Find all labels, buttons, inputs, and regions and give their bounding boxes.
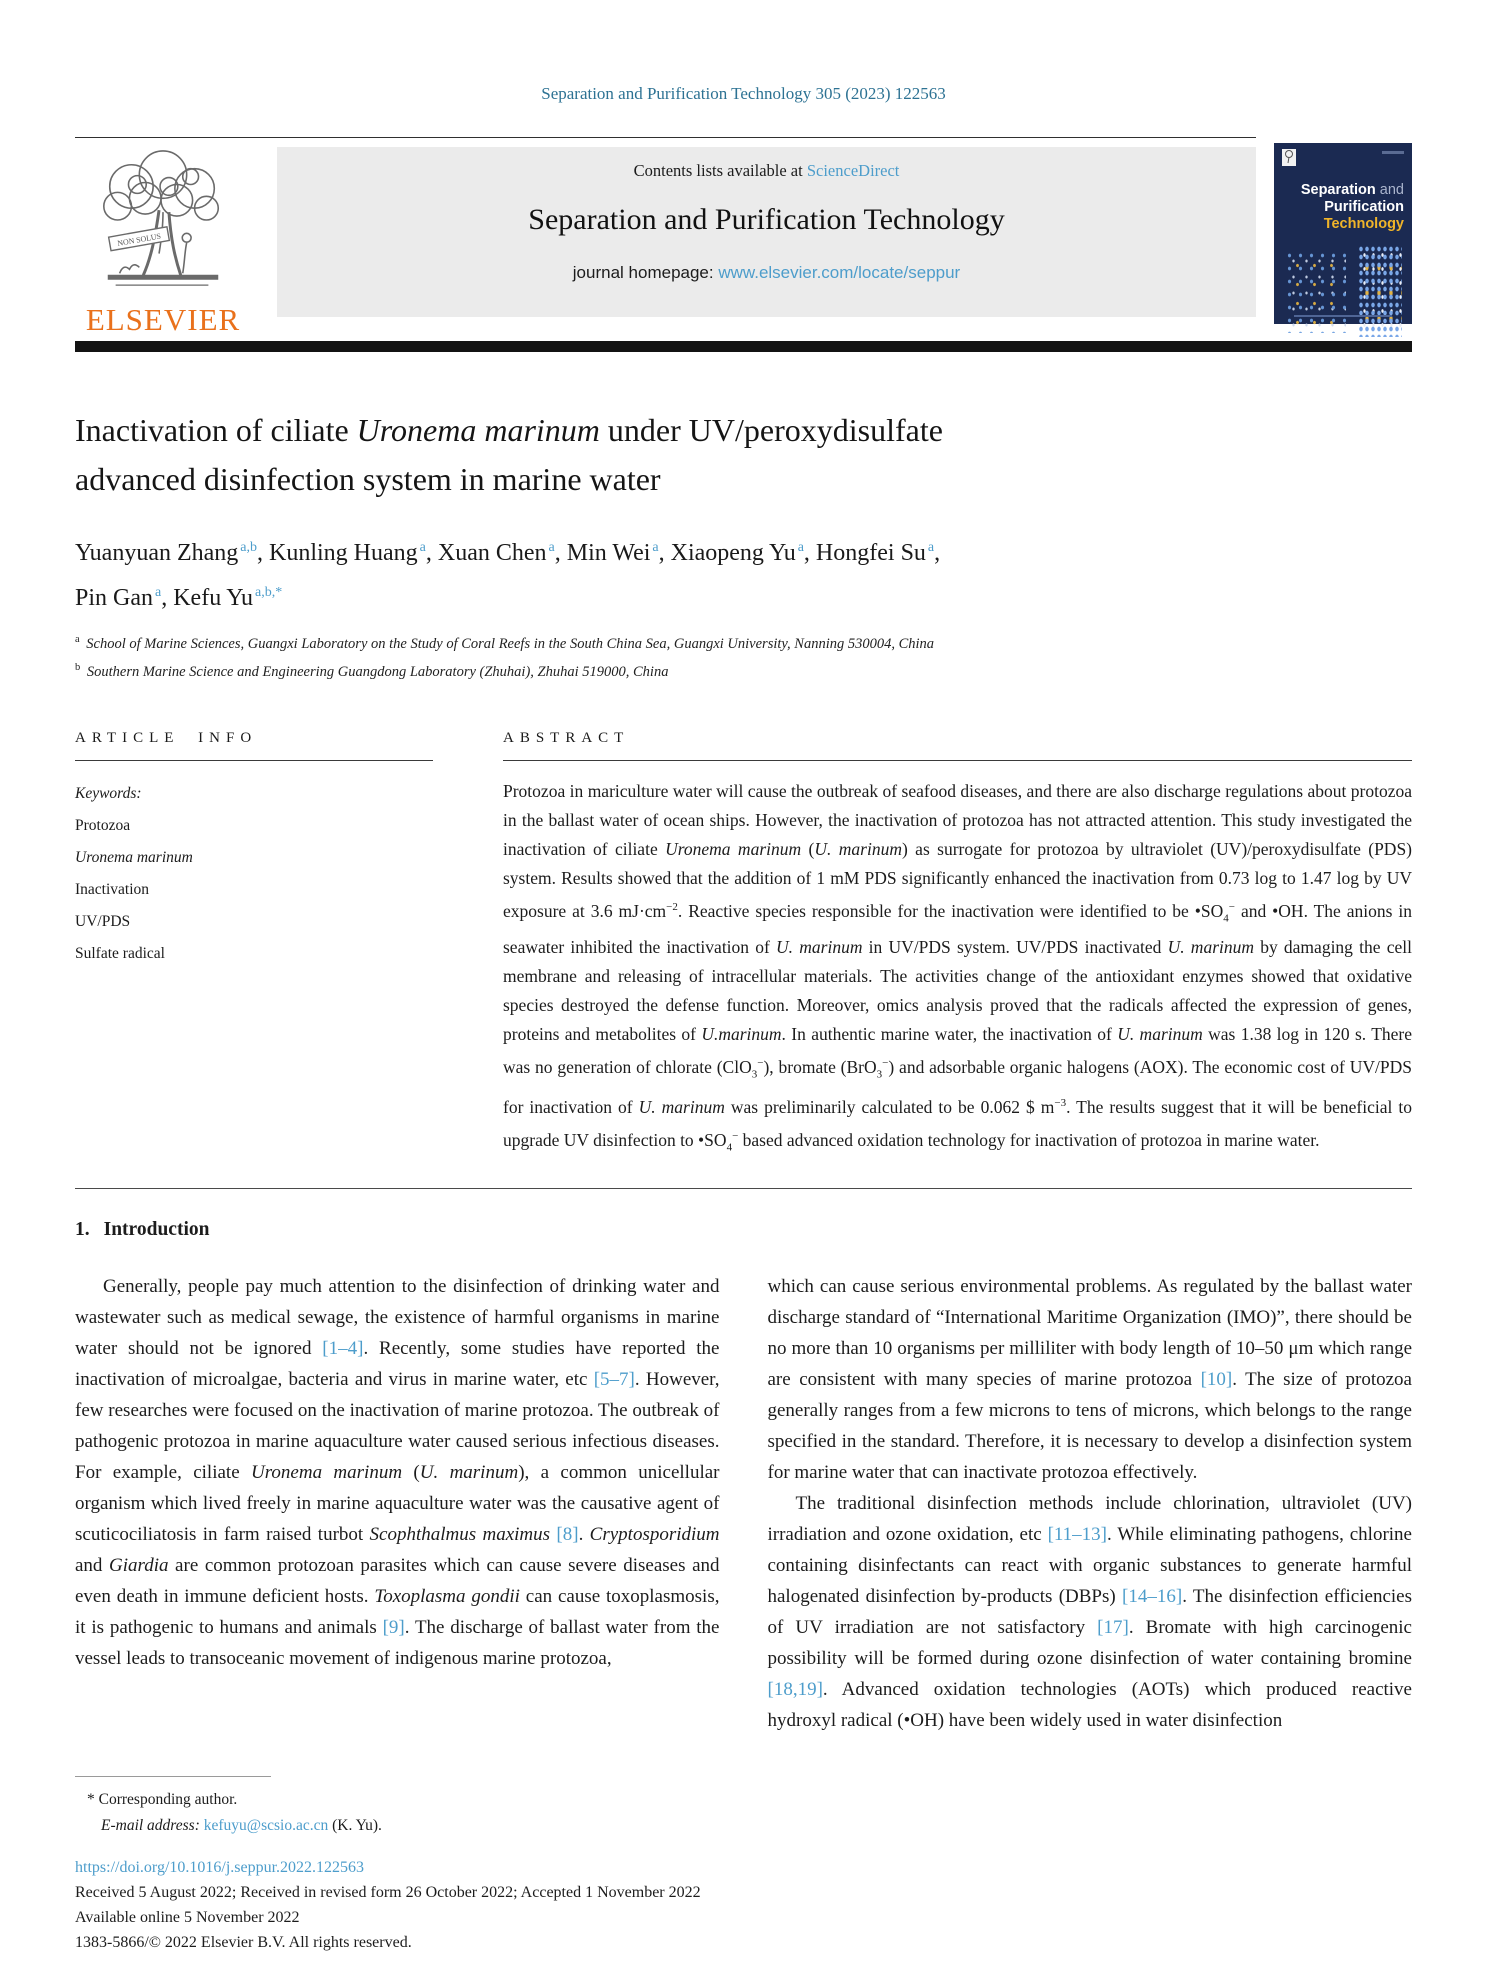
homepage-line [277, 263, 1256, 283]
cover-top [1282, 149, 1404, 166]
journal-header [75, 137, 1412, 338]
body-columns [75, 1271, 1412, 1736]
cover-title [1282, 182, 1404, 233]
email-line [75, 1813, 1412, 1839]
keyword: Protozoa [75, 816, 131, 834]
cover-small-print [1382, 151, 1404, 154]
keywords-block [75, 761, 433, 970]
section-divider [75, 1188, 1412, 1189]
citation-ref[interactable]: [1–4] [322, 1338, 364, 1360]
doi-link[interactable]: https://doi.org/10.1016/j.seppur.2022.122563 [75, 1859, 365, 1877]
abstract-text: Protozoa in mariculture water will cause the outbreak of seafood diseases, and there are also discharge regulations about protozoa in the ballast water of ocean ships. However, the inactivation of protozoa has not attracted attention. This study investigated the inactivation of ciliate Uronema marinum (U. marinum) as surrogate for protozoa by ultraviolet (UV)/peroxydisulfate (PDS) system. Results showed that the addition of 1 mM PDS significantly enhanced the inactivation from 0.73 log to 1.47 log by UV exposure at 3.6 $mJ\cdot cm^{-2}$. Reactive species responsible for the inactivation were identified to be $•SO_4^-$ and •OH. The anions in seawater inhibited the inactivation of U. marinum in UV/PDS system. UV/PDS inactivated U. marinum by damaging the cell membrane and releasing of intracellular materials. The activities change of the antioxidant enzymes showed that oxidative species destroyed the defense function. Moreover, omics analysis proved that the radicals affected the expression of genes, proteins and metabolites of U.marinum. In authentic marine water, the inactivation of U. marinum was 1.38 log in 120 s. There was no generation of chlorate (ClO$_3$−), bromate (BrO$_3$−) and adsorbable organic halogens (AOX). The economic cost of UV/PDS for inactivation of U. marinum was preliminarily calculated to be 0.062 $ $m^{-3}$. The results suggest that it will be beneficial to upgrade UV disinfection to $•SO_4^-$ based advanced oxidation technology for inactivation of protozoa in marine water. [503, 780, 1413, 1154]
journal-banner-area [75, 137, 1256, 338]
cover-title-word: Purification [1324, 199, 1404, 215]
header-divider-bar [75, 341, 1412, 352]
citation-ref[interactable]: [10] [1200, 1369, 1233, 1391]
keywords-label: Keywords: [75, 784, 142, 802]
received-dates: Received 5 August 2022; Received in revised form 26 October 2022; Accepted 1 November 2022 [75, 1884, 701, 1902]
cover-elsevier-mark-icon [1282, 149, 1296, 166]
left-column [75, 1271, 720, 1736]
sciencedirect-link[interactable]: ScienceDirect [806, 161, 900, 180]
citation-ref[interactable]: [11–13] [1047, 1524, 1108, 1546]
issn-copyright: 1383-5866/© 2022 Elsevier B.V. All rights reserved. [75, 1934, 412, 1952]
elsevier-wordmark: ELSEVIER [85, 302, 241, 337]
citation-ref[interactable]: [5–7] [593, 1369, 635, 1391]
cover-title-word: Separation [1300, 182, 1376, 198]
keyword: UV/PDS [75, 912, 131, 930]
footnote-block [75, 1776, 1412, 1839]
footnote-divider [75, 1776, 271, 1777]
email-link[interactable]: kefuyu@scsio.ac.cn [203, 1817, 329, 1835]
cover-title-word: and [1379, 182, 1404, 198]
elsevier-tree-icon [79, 147, 247, 295]
homepage-prefix: journal homepage: [572, 263, 719, 282]
paragraph: Generally, people pay much attention to the disinfection of drinking water and wastewater such as medical sewage, the existence of harmful organisms in marine water should not be ignored [1–4]. Recently, some studies have reported the inactivation of microalgae, bacteria and virus in marine water, etc [5–7]. However, few researches were focused on the inactivation of marine protozoa. The outbreak of pathogenic protozoa in marine aquaculture water caused serious infectious diseases. For example, ciliate Uronema marinum (U. marinum), a common unicellular organism which lived freely in marine aquaculture water was the causative agent of scuticociliatosis in farm raised turbot Scophthalmus maximus [8]. Cryptosporidium and Giardia are common protozoan parasites which can cause severe diseases and even death in immune deficient hosts. Toxoplasma gondii can cause toxoplasmosis, it is pathogenic to humans and animals [9]. The discharge of ballast water from the vessel leads to transoceanic movement of indigenous marine protozoa, [75, 1276, 720, 1670]
citation-ref[interactable]: [14–16] [1122, 1586, 1183, 1608]
email-suffix: (K. Yu). [328, 1817, 382, 1835]
elsevier-logo [75, 147, 251, 338]
section-number: 1. [75, 1219, 90, 1241]
author-list: Yuanyuan Zhang $^{a,b}$, Kunling Huang $^a$, Xuan Chen $^a$, Min Wei $^a$, Xiaopeng Yu $^a$, Hongfei Su $^a$, Pin Gan $^a$, Kefu Yu $^{a,b,*}$ [75, 540, 941, 611]
keyword: Uronema marinum [75, 848, 193, 866]
corresponding-author-note: * Corresponding author. [87, 1791, 238, 1809]
citation-ref[interactable]: [8] [556, 1524, 579, 1546]
keyword: Inactivation [75, 880, 150, 898]
affiliations [75, 628, 1412, 684]
available-online: Available online 5 November 2022 [75, 1909, 300, 1927]
cover-footline [1294, 315, 1392, 317]
info-abstract-section [75, 730, 1412, 1163]
journal-citation: Separation and Purification Technology 305 (2023) 122563 [541, 84, 946, 103]
section-title: Introduction [103, 1219, 210, 1241]
abstract-heading: ABSTRACT [503, 730, 1412, 761]
article-info-section [75, 730, 433, 1163]
right-column [768, 1271, 1413, 1736]
non-solus-banner: NON SOLUS [116, 231, 162, 248]
affiliation: $^a$ School of Marine Sciences, Guangxi Laboratory on the Study of Coral Reefs in the South China Sea, Guangxi University, Nanning 530004, China [75, 634, 935, 652]
cover-artwork [1282, 245, 1404, 337]
abstract-section [503, 730, 1412, 1163]
journal-banner [277, 147, 1256, 317]
contents-prefix: Contents lists available at [633, 161, 807, 180]
affiliation: $^b$ Southern Marine Science and Engineering Guangdong Laboratory (Zhuhai), Zhuhai 519000, China [75, 661, 669, 680]
contents-line [277, 161, 1256, 181]
citation-ref[interactable]: [9] [382, 1617, 405, 1639]
keyword: Sulfate radical [75, 944, 165, 962]
journal-name: Separation and Purification Technology [528, 203, 1005, 236]
article-info-heading: ARTICLE INFO [75, 730, 433, 761]
email-label: E-mail address: [101, 1817, 200, 1835]
citation-ref[interactable]: [18,19] [767, 1679, 823, 1701]
article-title: Inactivation of ciliate Uronema marinum under UV/peroxydisulfate advanced disinfection system in marine water [75, 412, 943, 497]
journal-homepage-link[interactable]: www.elsevier.com/locate/seppur [718, 263, 961, 282]
cover-title-word: Technology [1323, 216, 1404, 232]
footer-block [75, 1855, 1412, 1955]
paragraph: The traditional disinfection methods include chlorination, ultraviolet (UV) irradiation and ozone oxidation, etc [11–13]. While eliminating pathogens, chlorine containing disinfectants can react with organic substances to generate harmful halogenated disinfection by-products (DBPs) [14–16]. The disinfection efficiencies of UV irradiation are not satisfactory [17]. Bromate with high carcinogenic possibility will be formed during ozone disinfection of water containing bromine [18,19]. Advanced oxidation technologies (AOTs) which produced reactive hydroxyl radical (•OH) have been widely used in water disinfection [767, 1493, 1412, 1732]
paragraph: which can cause serious environmental problems. As regulated by the ballast water discharge standard of “International Maritime Organization (IMO)”, there should be no more than 10 organisms per milliliter with body length of 10–50 μm which range are consistent with many species of marine protozoa [10]. The size of protozoa generally ranges from a few microns to tens of microns, which belongs to the range specified in the standard. Therefore, it is necessary to develop a disinfection system for marine water that can inactivate protozoa effectively. [767, 1276, 1412, 1484]
cover-dot-cluster [1358, 245, 1402, 337]
citation-ref[interactable]: [17] [1097, 1617, 1129, 1639]
journal-cover-thumbnail[interactable] [1274, 143, 1412, 324]
cover-dot-cluster [1284, 249, 1346, 333]
section-heading-introduction [75, 1219, 1412, 1241]
